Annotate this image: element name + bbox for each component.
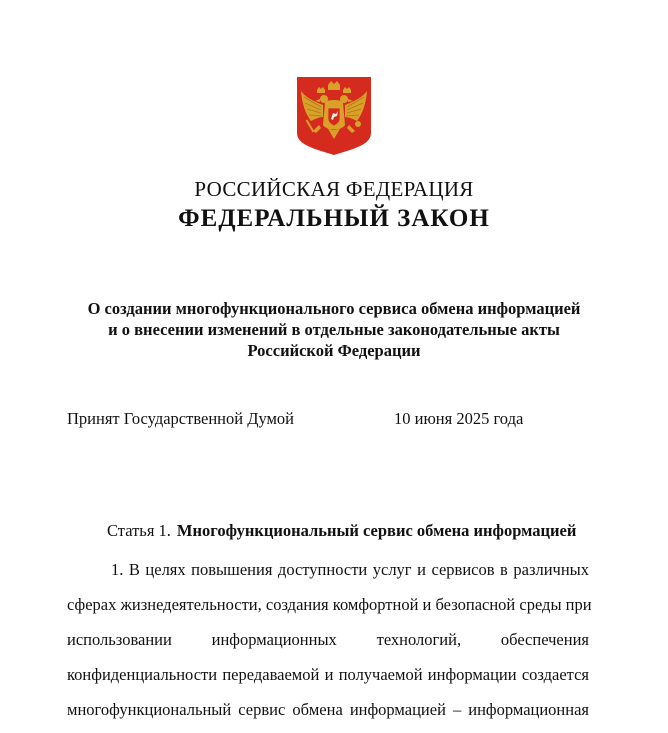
article-title: Многофункциональный сервис обмена информацией — [176, 521, 577, 540]
paragraph-line: 1. В целях повышения доступности услуг и сервисов в различных — [111, 560, 589, 579]
law-title-line: и о внесении изменений в отдельные законодательные акты — [108, 320, 560, 339]
article-heading — [107, 521, 576, 541]
law-title-line: Российской Федерации — [247, 341, 421, 360]
law-title-line: О создании многофункционального сервиса обмена информацией — [87, 299, 581, 318]
russian-coat-of-arms-icon — [295, 75, 373, 157]
law-title — [60, 298, 608, 361]
state-name: РОССИЙСКАЯ ФЕДЕРАЦИЯ — [194, 177, 474, 201]
document-type: ФЕДЕРАЛЬНЫЙ ЗАКОН — [178, 205, 490, 232]
adopted-by: Принят Государственной Думой — [67, 409, 295, 428]
paragraph-line: использовании информационных технологий, обеспечения — [67, 630, 589, 649]
paragraph-line: конфиденциальности передаваемой и получаемой информации создается — [67, 665, 589, 684]
paragraph-line: многофункциональный сервис обмена информацией – информационная — [67, 700, 589, 719]
paragraph-line: сферах жизнедеятельности, создания комфортной и безопасной среды при — [67, 595, 592, 614]
adoption-date: 10 июня 2025 года — [394, 409, 524, 428]
article-number: Статья 1. — [107, 521, 171, 540]
